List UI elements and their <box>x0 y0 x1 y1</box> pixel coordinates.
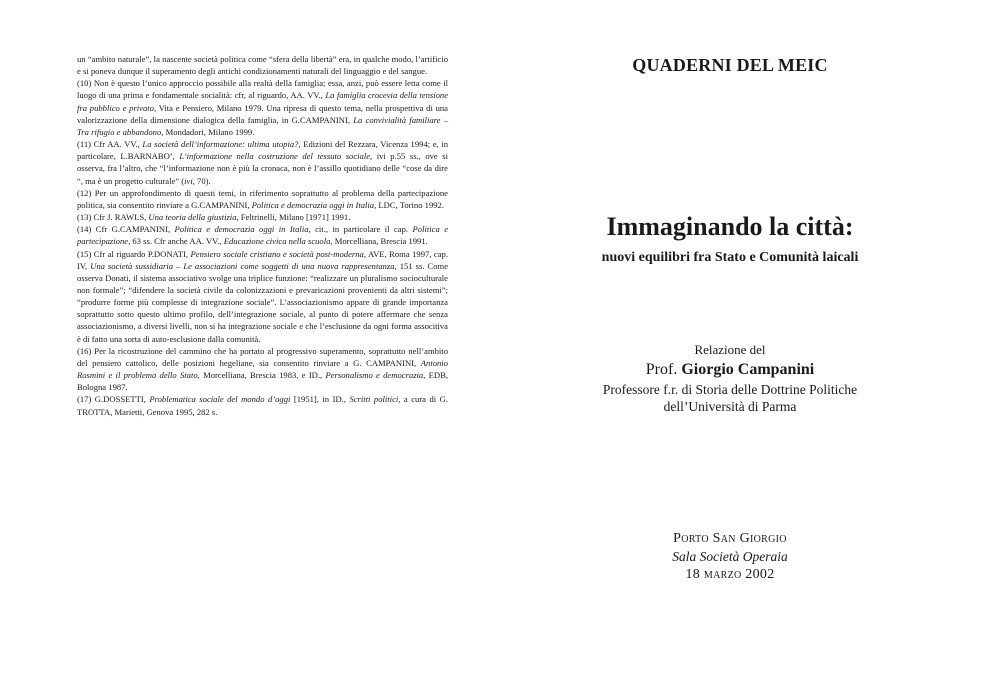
footnote-16: (16) Per la ricostruzione del cammino che ha portato al progressivo superamento, soprattutto nell’ambito del pensiero cattolico, delle posizioni hegeliane, sia consentito rinviare a G. CAMPANINI, Antonio Rosmini e il problema dello Stato, Morcelliana, Brescia 1983, e ID., Personalismo e democrazia, EDB, Bologna 1987. <box>77 345 449 393</box>
page-subtitle: nuovi equilibri fra Stato e Comunità laicali <box>601 250 859 265</box>
footnote-11: (11) Cfr AA. VV., La società dell’informazione: ultima utopia?, Edizioni del Rezzara, Vicenza 1994; e, in particolare, L.BARNABO’, L’informazione nella costruzione del tessuto sociale, ivi p.55 ss., ove si osserva, fra l’altro, che “l’informazione non è più la cronaca, non è l’assillo quotidiano delle “cose da dire “, ma è un progetto culturale” (ivi, 70). <box>77 139 448 186</box>
footnote-12: (12) Per un approfondimento di questi temi, in riferimento soprattutto al problema della partecipazione politica, sia consentito rinviare a G.CAMPANINI, Politica e democrazia oggi in Italia, LDC, Torino 1992. <box>77 187 448 210</box>
relazione-label: Relazione del <box>694 342 766 357</box>
speaker-role: Professore f.r. di Storia delle Dottrine Politiche dell’Università di Parma <box>602 382 858 414</box>
footnote-13: (13) Cfr J. RAWLS, Una teoria della giustizia, Feltrinelli, Milano [1971] 1991. <box>77 212 351 223</box>
speaker-name: Prof. Giorgio Campanini <box>645 361 815 378</box>
event-date: 18 marzo 2002 <box>685 567 775 582</box>
footnote-17: (17) G.DOSSETTI, Problematica sociale del mondo d’oggi [1951], in ID., Scritti politici, a cura di G. TROTTA, Marietti, Genova 1995, 282 s. <box>77 394 448 417</box>
event-place: Porto San Giorgio <box>673 531 787 546</box>
footnote-continuation: un “ambito naturale”, la nascente società politica come “sfera della libertà” era, in qualche modo, l’artificio e si poneva dunque il superamento degli antichi condizionamenti naturali del linguaggio e del sangue. <box>77 54 448 77</box>
page-title: Immaginando la città: <box>606 212 854 241</box>
series-title: QUADERNI DEL MEIC <box>632 55 828 75</box>
cover-column <box>560 53 900 583</box>
footnote-10: (10) Non è questo l’unico approccio possibile alla realtà della famiglia; essa, anzi, può essere letta come il luogo di una prima e fondamentale socialità: cfr, al riguardo, AA. VV., La famiglia crocevia della tensione fra pubblico e privato, Vita e Pensiero, Milano 1979. Una ripresa di questo tema, nella prospettiva di una valorizzazione della dimensione dialogica della famiglia, in G.CAMPANINI, La convivialità familiare – Tra rifugio e abbandono, Mondadori, Milano 1999. <box>77 78 449 137</box>
event-venue: Sala Società Operaia <box>672 549 788 564</box>
footnote-14: (14) Cfr G.CAMPANINI, Politica e democrazia oggi in Italia, cit., in particolare il cap. Politica e partecipazione, 63 ss. Cfr anche AA. VV., Educazione civica nella scuola, Morcelliana, Brescia 1991. <box>77 224 449 247</box>
footnote-15: (15) Cfr al riguardo P.DONATI, Pensiero sociale cristiano e società post-moderna, AVE, Roma 1997, cap. IV, Una società sussidiaria – Le associazioni come soggetti di una nuova rappresentanza, 151 ss. Come osserva Donati, il sistema associativo svolge una triplice funzione: “realizzare un pluralismo socioculturale non formale”; “difendere la società civile da colonizzazioni e prevaricazioni provenienti da altri sistemi”; “produrre forme più complesse di integrazione sociale”. L’associazionismo appare di grande importanza soprattutto sotto questo ultimo profilo, dell’integrazione sociale, al punto di potere affermare che senza associazionismo, a diversi livelli, non si ha integrazione sociale e che l’esclusione da ogni forma associtiva è di fatto una sorta di auto-esclusione dalla comunità. <box>77 248 449 344</box>
footnotes-column <box>77 53 448 418</box>
